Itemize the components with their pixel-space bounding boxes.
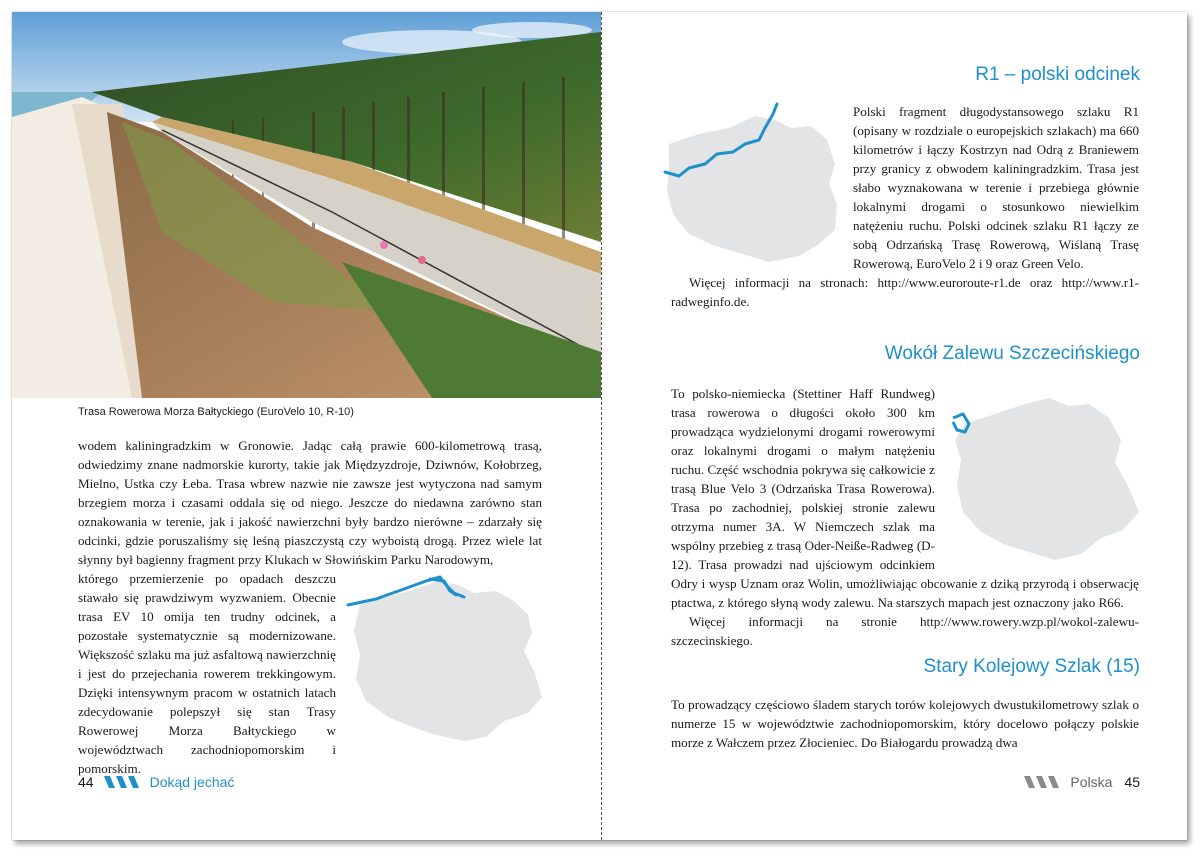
section-r1-more: Więcej informacji na stronach: http://www.euroroute-r1.de oraz http://www.r1-radweginfo.de. — [671, 275, 1139, 309]
section-zalew-text — [671, 384, 1139, 650]
section-title-kolejowy: Stary Kolejowy Szlak (15) — [923, 656, 1140, 677]
left-paragraph-wrap: którego przemierzenie po opadach deszczu stawało się prawdziwym wyzwaniem. Obecnie trasa EV 10 omija ten trudny odcinek, a pozostałe systematycznie są modernizowane. Większość szlaku ma już asfaltową nawierzchnię i jest do przejechania rowerem trekkingowym. Dzięki intensywnym pracom w ostatnich latach zdecydowanie polepszył się stan Trasy Rowerowej Morza Bałtyckiego w województwach zachodniopomorskim i pomorskim. — [78, 571, 336, 776]
section-title-zalew: Wokół Zalewu Szczecińskiego — [884, 343, 1140, 364]
left-page — [12, 12, 601, 840]
section-zalew-more: Więcej informacji na stronie http://www.rowery.wzp.pl/wokol-zalewu-szczecinskiego. — [671, 614, 1139, 648]
stripes-marker-icon — [104, 776, 140, 788]
section-zalew-body: To polsko-niemiecka (Stettiner Haff Rundweg) trasa rowerowa o długości około 300 km prowadząca wydzielonymi drogami rowerowymi oraz lokalnymi drogami o małym natężeniu ruchu. Część wschodnia pokrywa się całkowicie z trasą Blue Velo 3 (Odrzańska Trasa Rowerowa). Trasa po zachodniej, polskiej stronie zalewu otrzyma numer 3A. W Niemczech szlak ma wspólny przebieg z trasą Oder-Neiße-Radweg (D-12). Trasa prowadzi nad ujściowym odcinkiem Odry i wysp Uznam oraz Wolin, umożliwiając obcowanie z dziką przyrodą i obserwację ptactwa, z którego słyną wody zalewu. Na starszych mapach jest oznaczony jako R66. — [671, 386, 1139, 610]
right-page — [603, 12, 1187, 840]
page-number-left: 44 — [78, 774, 94, 790]
chapter-label-right: Polska — [1070, 774, 1113, 790]
poland-map-icon — [945, 384, 1145, 566]
section-r1-text — [671, 102, 1139, 311]
page-spine — [601, 12, 602, 840]
page-number-right: 45 — [1124, 774, 1140, 790]
photo-caption: Trasa Rowerowa Morza Bałtyckiego (EuroVelo 10, R-10) — [78, 406, 354, 418]
chapter-label-left: Dokąd jechać — [149, 774, 235, 790]
left-paragraph-top: wodem kaliningradzkim w Gronowie. Jadąc całą prawie 600-kilometrową trasą, odwiedzimy znane nadmorskie kurorty, takie jak Międzyzdroje, Dziwnów, Kołobrzeg, Mielno, Ustka czy Łeba. Trasa wbrew nazwie nie zawsze jest wytyczona nad samym brzegiem morza i czasami oddala się od niego. Jeszcze do niedawna zarówno stan oznakowania w terenie, jak i jakość nawierzchni były bardzo nierówne – zdarzały się odcinki, gdzie poruszaliśmy się leśną piaszczystą czy wyboistą drogą. Przez wiele lat słynny był bagienny fragment przy Klukach w Słowińskim Parku Narodowym, — [78, 438, 542, 567]
left-footer — [78, 774, 234, 790]
section-kolejowy-text — [671, 695, 1139, 752]
section-title-r1: R1 – polski odcinek — [975, 64, 1140, 85]
poland-map-icon — [346, 571, 546, 746]
left-body-text — [78, 436, 542, 778]
coastal-bike-path-photo — [12, 12, 601, 398]
stripes-marker-icon — [1024, 776, 1060, 788]
book-spread — [12, 12, 1187, 840]
section-r1-body: Polski fragment długodystansowego szlaku R1 (opisany w rozdziale o europejskich szlakach) ma 660 kilometrów i łączy Kostrzyn nad Odrą z Braniewem przy granicy z obwodem kaliningradzkim. Trasa jest słabo wyznakowana w terenie i przebiega głównie lokalnymi drogami o stosunkowo niewielkim natężeniu ruchu. Polski odcinek szlaku R1 łączy ze sobą Odrzańską Trasę Rowerową, Wiślaną Trasę Rowerową, EuroVelo 2 i 9 oraz Green Velo. — [853, 104, 1139, 271]
right-footer — [1014, 774, 1140, 790]
poland-map-icon — [659, 94, 839, 270]
section-kolejowy-body: To prowadzący częściowo śladem starych torów kolejowych dwustukilometrowy szlak o numerze 15 w województwie zachodniopomorskim, który docelowo połączy polskie morze z Wałczem przez Złocieniec. Do Białogardu prowadzą dwa — [671, 697, 1139, 750]
